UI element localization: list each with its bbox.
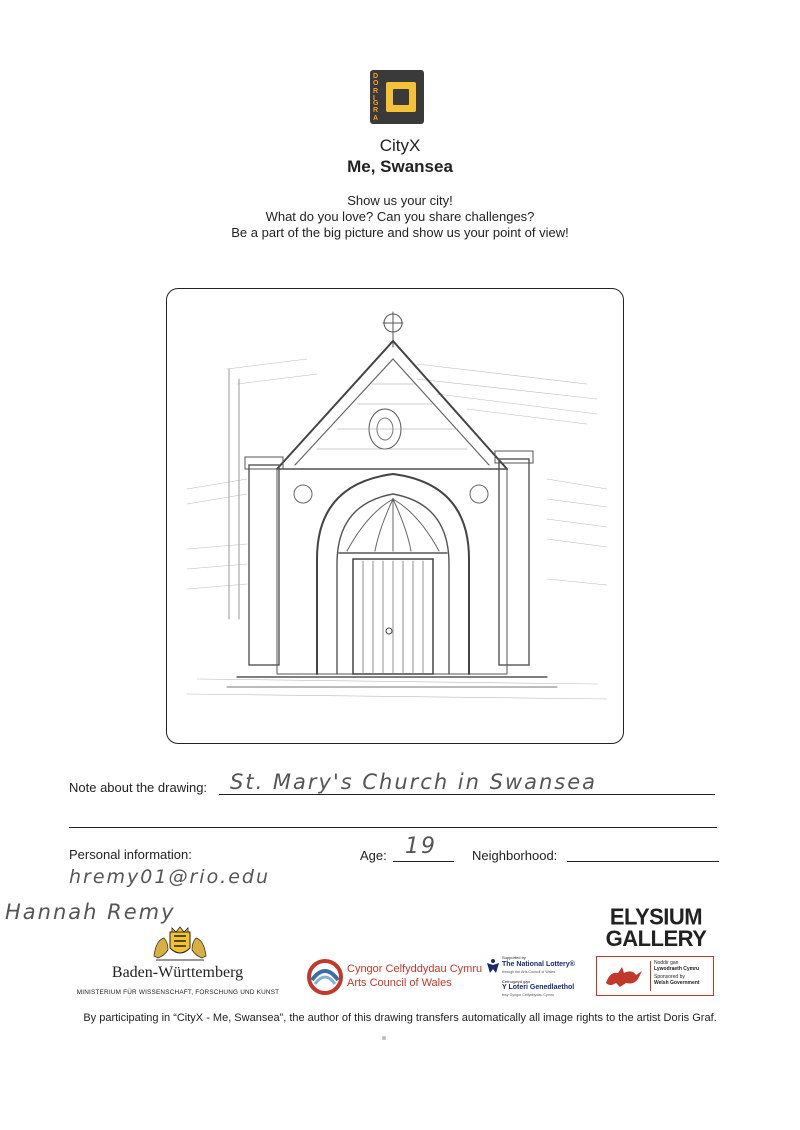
note-field[interactable]: St. Mary's Church in Swansea (230, 770, 598, 794)
arts-council-wales-icon (306, 958, 344, 996)
lottery-welsh-supported-text: Cefnogwyd gan (502, 979, 530, 984)
baden-wuerttemberg-name: Baden-Württemberg (111, 964, 244, 981)
welsh-badge-divider (650, 961, 651, 991)
lottery-sub-text: through the Arts Council of Wales (502, 970, 556, 974)
neighborhood-field[interactable] (567, 861, 719, 862)
arts-council-welsh-name: Cyngor Celfyddydau Cymru (347, 963, 483, 975)
bw-ministry-text: MINISTERIUM FÜR WISSENSCHAFT, FORSCHUNG UND KUNST (76, 989, 280, 996)
arts-council-english-name: Arts Council of Wales (347, 977, 452, 989)
elysium-logo-line1: ELYSIUM (609, 903, 703, 930)
logo-letter: O (373, 80, 379, 88)
neighborhood-label: Neighborhood: (472, 848, 558, 863)
name-field[interactable]: Hannah Remy (5, 900, 176, 924)
logo-letter: I (373, 94, 375, 102)
national-lottery-icon (486, 958, 500, 974)
scan-dot (382, 1036, 386, 1040)
lottery-supported-text: Supported by (502, 955, 526, 960)
elysium-logo-line2: GALLERY (605, 926, 707, 951)
intro-line: Show us your city! (347, 193, 453, 208)
lottery-welsh-name: Y Loteri Genedlaethol (502, 984, 575, 991)
logo-letter: G (373, 100, 379, 107)
baden-wuerttemberg-crest-icon (150, 926, 210, 962)
logo-letters (373, 73, 378, 102)
rights-footer: By participating in “CityX - Me, Swansea”, the author of this drawing transfers automatically all image rights to the artist Doris Graf. (83, 1012, 717, 1024)
age-label: Age: (360, 848, 387, 863)
email-field[interactable]: hremy01@rio.edu (69, 866, 271, 888)
age-underline (393, 861, 454, 862)
age-field[interactable]: 19 (405, 834, 437, 859)
welsh-government-text: Welsh Government (654, 980, 700, 986)
welsh-dragon-icon (602, 961, 646, 991)
church-sketch (167, 289, 623, 743)
intro-line: What do you love? Can you share challenges? (265, 209, 535, 224)
logo-letter: R (373, 87, 379, 95)
lottery-welsh-sub-text: trwy Gyngor Celfyddydau Cymru (502, 993, 554, 997)
note-underline-2 (69, 827, 717, 828)
logo-letter: A (373, 114, 379, 122)
page-subtitle: Me, Swansea (347, 157, 453, 176)
drawing-frame (166, 288, 624, 744)
personal-info-label: Personal information: (69, 847, 192, 862)
logo-square (386, 82, 416, 112)
logo-letter: D (373, 73, 379, 80)
intro-line: Be a part of the big picture and show us your point of view! (231, 225, 569, 240)
welsh-noddir-text: Noddir gan (654, 960, 679, 966)
welsh-sponsored-text: Sponsored by (654, 974, 685, 980)
note-label: Note about the drawing: (69, 780, 208, 795)
welsh-llywodraeth-text: Lywodraeth Cymru (654, 966, 700, 972)
lottery-name: The National Lottery® (502, 961, 575, 968)
brand-title: CityX (379, 136, 421, 155)
doris-graf-logo (370, 70, 424, 124)
logo-letter: R (373, 107, 379, 115)
logo-letters-2 (373, 100, 378, 122)
note-underline (219, 794, 715, 795)
